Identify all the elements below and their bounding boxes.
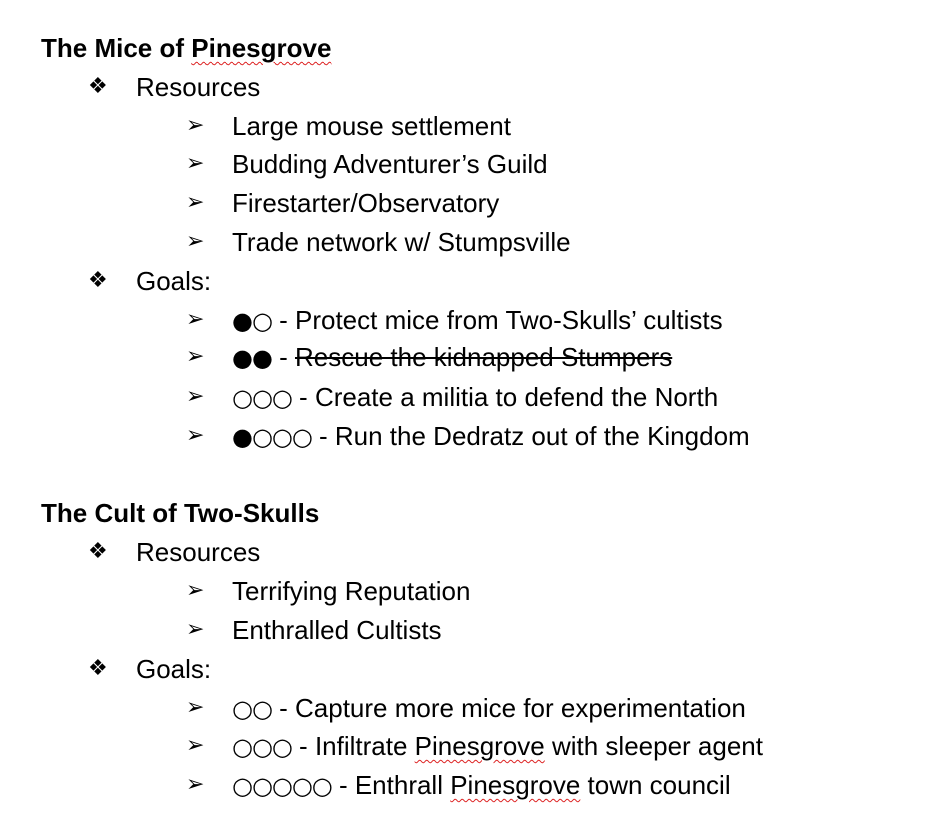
faction-title-flagged-word: Pinesgrove [191,33,332,63]
resource-item [186,615,442,645]
arrow-bullet-icon: ➢ [186,113,205,138]
arrow-bullet-icon: ➢ [186,695,205,720]
progress-pips: ○○○ [232,733,292,761]
goal-item [186,421,750,452]
resources-heading-row [88,537,260,567]
goal-text-end: town council [580,770,731,800]
goal-separator: - [271,342,295,372]
arrow-bullet-icon: ➢ [186,190,205,215]
goal-text: Enthrall [354,770,451,800]
resource-item [186,149,548,179]
arrow-bullet-icon: ➢ [186,384,205,409]
arrow-bullet-icon: ➢ [186,344,205,369]
goals-heading: Goals: [136,654,212,684]
goal-item [186,770,731,801]
goal-separator: - [331,770,355,800]
resource-text: Enthralled Cultists [232,615,442,645]
resource-text: Budding Adventurer’s Guild [232,149,548,179]
goal-separator: - [311,421,335,451]
goal-text: Capture more mice for experimentation [295,693,746,723]
goal-text: Protect mice from Two-Skulls’ cultists [295,305,723,335]
goals-heading: Goals: [136,266,212,296]
goal-separator: - [271,693,295,723]
resource-text: Large mouse settlement [232,111,511,141]
goal-separator: - [271,305,295,335]
goal-item-completed [186,342,672,373]
faction-title-text: The Mice of [41,33,192,63]
resource-text: Trade network w/ Stumpsville [232,227,571,257]
resource-item [186,576,470,606]
diamond-bullet-icon: ❖ [88,268,108,293]
faction-title-text: The Cult of Two-Skulls [41,498,320,528]
arrow-bullet-icon: ➢ [186,151,205,176]
progress-pips: ○○○ [232,384,292,412]
arrow-bullet-icon: ➢ [186,307,205,332]
goal-text: Infiltrate [314,731,415,761]
arrow-bullet-icon: ➢ [186,229,205,254]
progress-pips: ●○ [232,307,272,335]
goals-heading-row [88,266,211,296]
resources-heading: Resources [136,537,261,567]
resource-text: Terrifying Reputation [232,576,471,606]
goal-text-struck: Rescue the kidnapped Stumpers [295,342,673,372]
progress-pips: ●○○○ [232,423,312,451]
arrow-bullet-icon: ➢ [186,617,205,642]
resource-item [186,227,571,257]
arrow-bullet-icon: ➢ [186,423,205,448]
resource-text: Firestarter/Observatory [232,188,500,218]
goal-separator: - [291,382,315,412]
diamond-bullet-icon: ❖ [88,656,108,681]
resources-heading: Resources [136,72,261,102]
faction-title [41,33,331,63]
arrow-bullet-icon: ➢ [186,733,205,758]
goals-heading-row [88,654,211,684]
goal-item [186,693,746,724]
resources-heading-row [88,72,260,102]
goal-item [186,731,763,762]
progress-pips: ○○○○○ [232,772,332,800]
faction-title [41,498,319,528]
goal-text-flagged-word: Pinesgrove [450,770,581,800]
diamond-bullet-icon: ❖ [88,74,108,99]
goal-separator: - [291,731,315,761]
goal-text: Create a militia to defend the North [314,382,719,412]
arrow-bullet-icon: ➢ [186,772,205,797]
diamond-bullet-icon: ❖ [88,539,108,564]
resource-item [186,111,511,141]
goal-text: Run the Dedratz out of the Kingdom [334,421,750,451]
arrow-bullet-icon: ➢ [186,578,205,603]
resource-item [186,188,499,218]
goal-item [186,382,718,413]
goal-item [186,305,723,336]
goal-text-end: with sleeper agent [544,731,763,761]
progress-pips: ●● [232,344,272,372]
progress-pips: ○○ [232,695,272,723]
goal-text-flagged-word: Pinesgrove [414,731,545,761]
